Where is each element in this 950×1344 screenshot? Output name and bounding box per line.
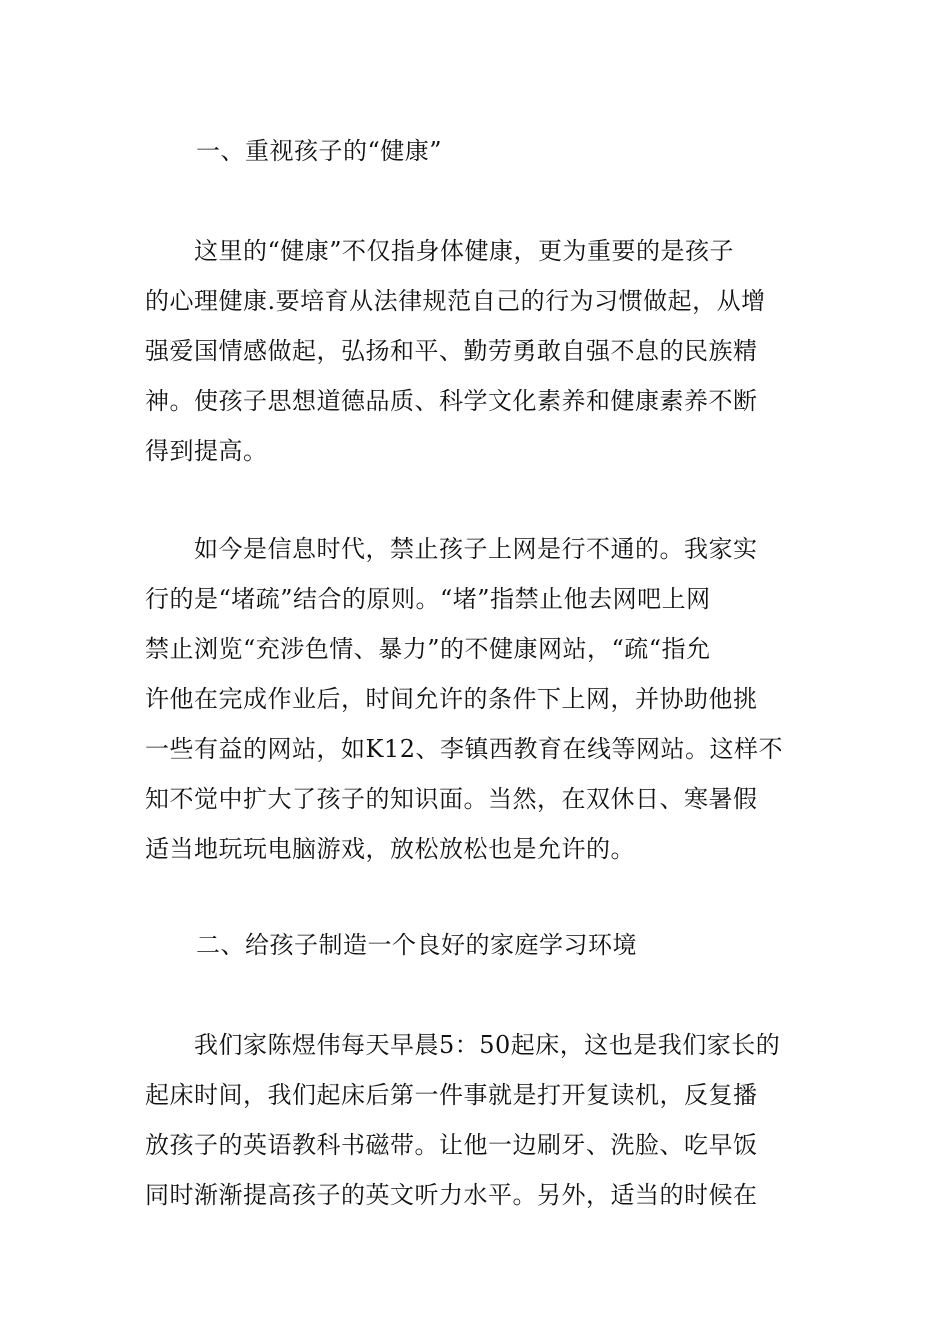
section-heading-health: 一、重视孩子的“健康” [196,137,443,165]
paragraph-line: 如今是信息时代，禁止孩子上网是行不通的。我家实 [145,535,758,563]
paragraph-health [145,226,810,476]
paragraph-line: 强爱国情感做起，弘扬和平、勤劳勇敢自强不息的民族精 [145,337,758,365]
paragraph-line: 知不觉中扩大了孩子的知识面。当然，在双休日、寒暑假 [145,785,758,813]
paragraph-line: 这里的“健康”不仅指身体健康，更为重要的是孩子 [145,237,735,265]
paragraph-internet [145,524,810,874]
paragraph-line: 一些有益的网站，如K12、李镇西教育在线等网站。这样不 [145,735,783,763]
paragraph-line: 行的是“堵疏”结合的原则。“堵”指禁止他去网吧上网 [145,585,711,613]
paragraph-morning-routine [145,1020,810,1220]
paragraph-line: 许他在完成作业后，时间允许的条件下上网，并协助他挑 [145,685,758,713]
paragraph-line: 起床时间，我们起床后第一件事就是打开复读机，反复播 [145,1081,758,1109]
paragraph-line: 我们家陈煜伟每天早晨5：50起床，这也是我们家长的 [145,1031,781,1059]
paragraph-line: 的心理健康.要培育从法律规范自己的行为习惯做起，从增 [145,287,766,315]
paragraph-line: 放孩子的英语教科书磁带。让他一边刷牙、洗脸、吃早饭 [145,1131,758,1159]
paragraph-line: 得到提高。 [145,437,268,465]
paragraph-line: 神。使孩子思想道德品质、科学文化素养和健康素养不断 [145,387,758,415]
paragraph-line: 同时渐渐提高孩子的英文听力水平。另外，适当的时候在 [145,1181,758,1209]
paragraph-line: 适当地玩玩电脑游戏，放松放松也是允许的。 [145,835,635,863]
section-heading-environment: 二、给孩子制造一个良好的家庭学习环境 [196,931,637,959]
paragraph-line: 禁止浏览“充涉色情、暴力”的不健康网站，“疏“指允 [145,635,711,663]
